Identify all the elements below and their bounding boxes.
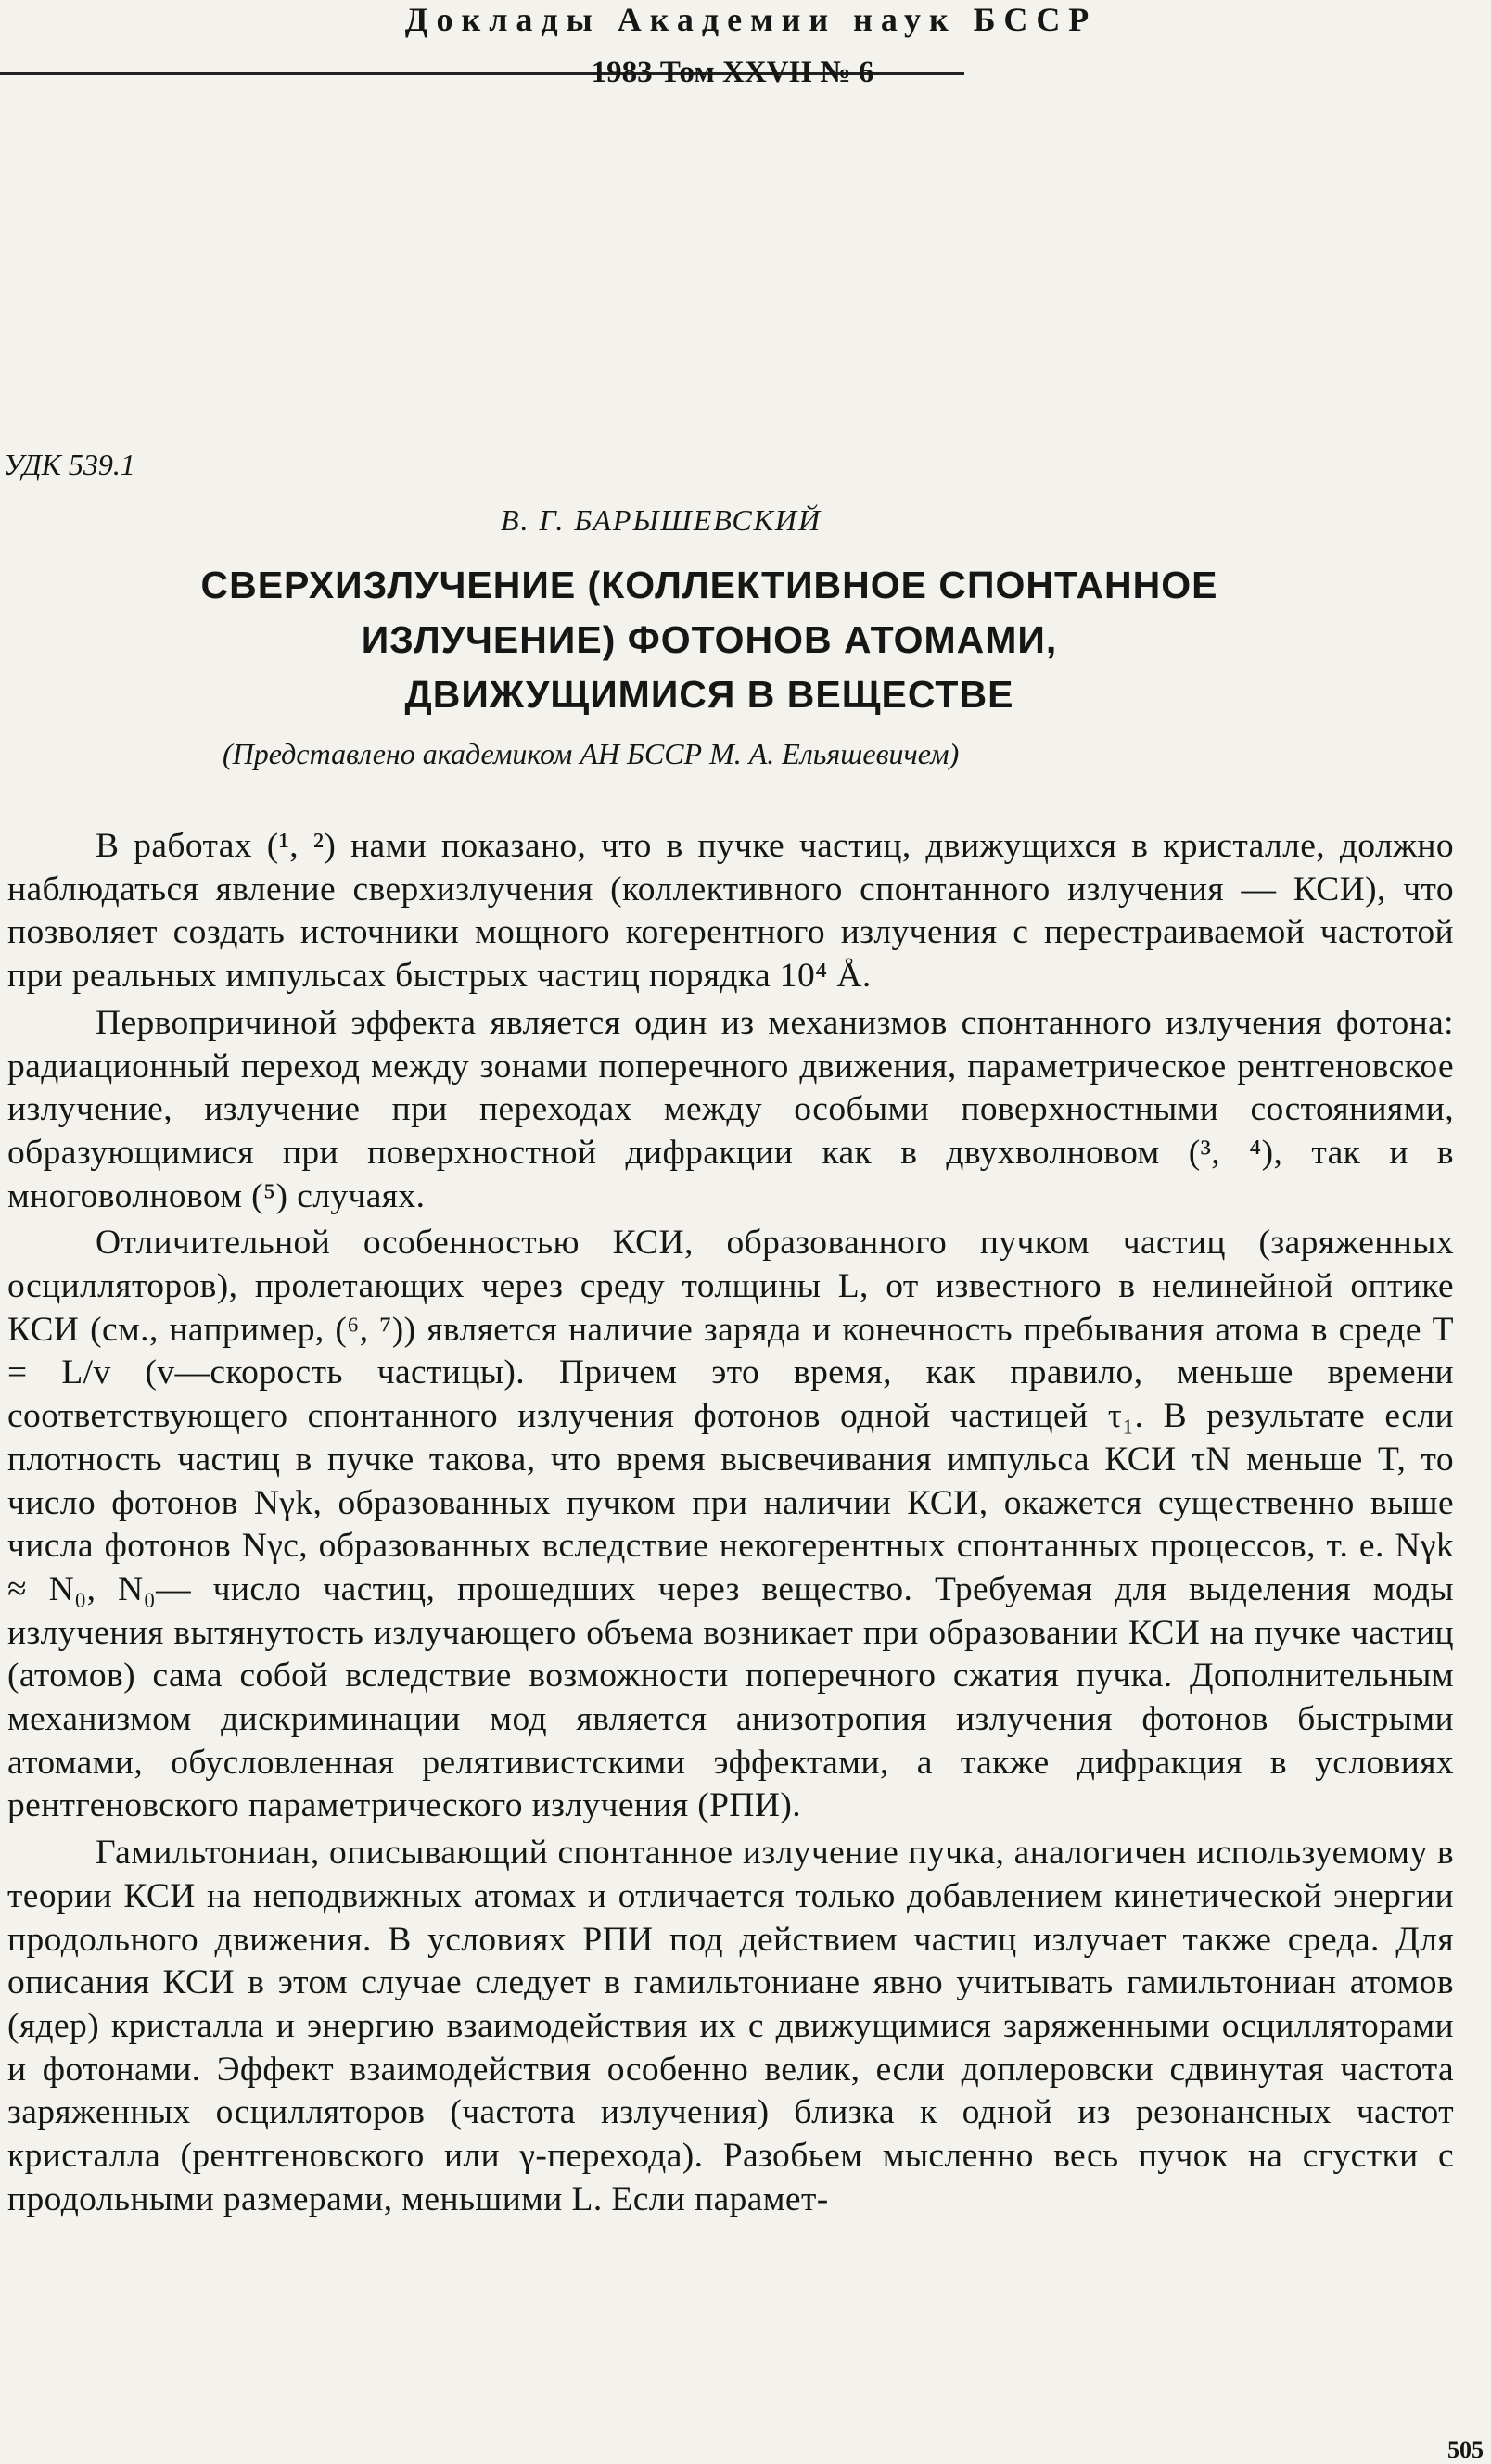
presented-by-note: (Представлено академиком АН БССР М. А. Ельяшевичем) — [223, 737, 960, 770]
title-line: СВЕРХИЗЛУЧЕНИЕ (КОЛЛЕКТИВНОЕ СПОНТАННОЕ — [200, 564, 1218, 606]
title-line: ДВИЖУЩИМИСЯ В ВЕЩЕСТВЕ — [404, 673, 1014, 716]
journal-name: Доклады Академии наук БССР — [404, 1, 1098, 38]
issue-line: 1983 Том XXVII № 6 — [591, 56, 874, 89]
paragraph: Отличительной особенностью КСИ, образованного пучком частиц (заряженных осцилляторов), пролетающих через среду толщины L, от известного в нелинейной оптике КСИ (см., например, (⁶, ⁷)) является наличие заряда и конечность пребывания атома в среде T = L/v (v—скорость частицы). Причем это время, как правило, меньше времени соответствующего спонтанного излучения фотонов одной частицей τ₁. В результате если плотность частиц в пучке такова, что время высвечивания импульса КСИ τN меньше T, то число фотонов Nγk, образованных пучком при наличии КСИ, окажется существенно выше числа фотонов Nγc, образованных вследствие некогерентных спонтанных процессов, т. е. Nγk ≈ N₀, N₀— число частиц, прошедших через вещество. Требуемая для выделения моды излучения вытянутость излучающего объема возникает при образовании КСИ на пучке частиц (атомов) сама собой вследствие возможности поперечного сжатия пучка. Дополнительным механизмом дискриминации мод является анизотропия излучения фотонов быстрыми атомами, обусловленная релятивистскими эффектами, а также дифракция в условиях рентгеновского параметрического излучения (РПИ). — [7, 1224, 1454, 1825]
title-line: ИЗЛУЧЕНИЕ) ФОТОНОВ АТОМАМИ, — [361, 618, 1058, 661]
paragraph: Первопричиной эффекта является один из механизмов спонтанного излучения фотона: радиационный переход между зонами поперечного движения, параметрическое рентгеновское излучение, излучение при переходах между особыми поверхностными состояниями, образующимися при поверхностной дифракции как в двухволновом (³, ⁴), так и в многоволновом (⁵) случаях. — [7, 1003, 1454, 1215]
paragraph: В работах (¹, ²) нами показано, что в пучке частиц, движущихся в кристалле, должно наблюдаться явление сверхизлучения (коллективного спонтанного излучения — КСИ), что позволяет создать источники мощного когерентного излучения с перестраиваемой частотой при реальных импульсах быстрых частиц порядка 10⁴ Å. — [7, 827, 1454, 996]
page-number: 505 — [1447, 2436, 1484, 2463]
author-name: В. Г. БАРЫШЕВСКИЙ — [501, 503, 822, 537]
article-body — [7, 825, 1454, 2222]
article-title — [93, 558, 1326, 722]
paragraph: Гамильтониан, описывающий спонтанное излучение пучка, аналогичен используемому в теории КСИ на неподвижных атомах и отличается только добавлением кинетической энергии продольного движения. В условиях РПИ под действием частиц излучает также среда. Для описания КСИ в этом случае следует в гамильтониане явно учитывать гамильтониан атомов (ядер) кристалла и энергию взаимодействия их с движущимися заряженными осцилляторами и фотонами. Эффект взаимодействия особенно велик, если доплеровски сдвинутая частота заряженных осцилляторов (частота излучения) близка к одной из резонансных частот кристалла (рентгеновского или γ-перехода). Разобьем мысленно весь пучок на сгустки с продольными размерами, меньшими L. Если парамет- — [7, 1834, 1454, 2218]
udc-code: УДК 539.1 — [4, 448, 135, 481]
